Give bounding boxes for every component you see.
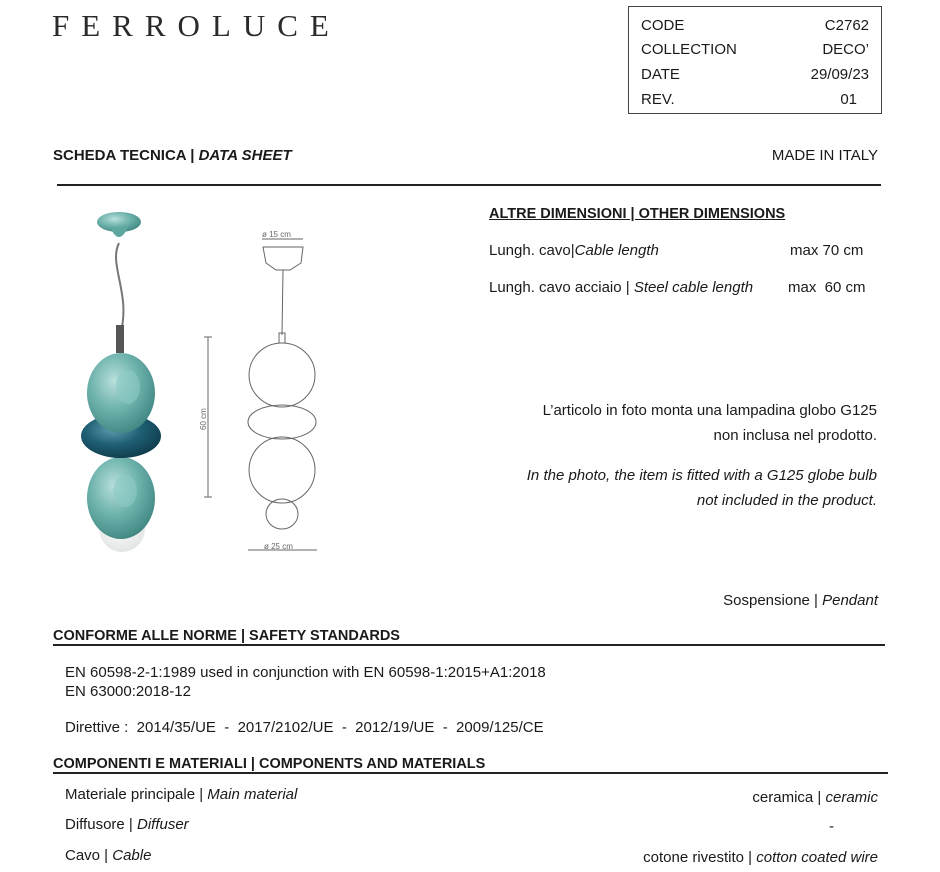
product-photo: [70, 205, 180, 570]
component-label-en: Diffuser: [136, 816, 189, 833]
info-value: C2762: [824, 17, 869, 34]
bottom-dimension-label: ø 25 cm: [264, 542, 293, 551]
safety-line1: EN 60598-2-1:1989 used in conjunction with EN 60598-1:2015+A1:2018: [65, 664, 546, 681]
dimension-value-steel-cable: max 60 cm: [788, 279, 866, 296]
safety-divider: [53, 644, 885, 646]
component-value-diffuser: [829, 818, 834, 835]
made-in-italy: MADE IN ITALY: [771, 147, 878, 164]
dimension-label-steel-cable: [489, 279, 753, 296]
component-value-it: -: [829, 818, 834, 835]
components-divider: [53, 772, 888, 774]
dimension-value-cable: max 70 cm: [790, 242, 864, 259]
type-en: Pendant: [822, 592, 878, 609]
note-en-line1: [527, 467, 877, 484]
note-en-text: not included in the product.: [696, 492, 877, 509]
info-key: CODE: [641, 17, 685, 34]
height-dimension-label: 60 cm: [199, 408, 208, 430]
component-value-cable: [643, 849, 878, 866]
brand-logo: FERROLUCE: [52, 8, 341, 43]
component-label-main-material: [65, 786, 297, 803]
safety-directives: Direttive : 2014/35/UE - 2017/2102/UE - 2012/19/UE - 2009/125/CE: [65, 719, 544, 736]
info-box: [628, 6, 882, 114]
dimension-label-cable: [489, 242, 659, 259]
component-value-en: ceramic: [825, 789, 878, 806]
note-it-line1: L’articolo in foto monta una lampadina globo G125: [542, 402, 877, 419]
component-label-diffuser: [65, 816, 189, 833]
component-value-it: cotone rivestito |: [643, 849, 757, 866]
info-value: DECO’: [822, 41, 869, 58]
component-value-main-material: [752, 789, 878, 806]
dimension-label-it: Lungh. cavo|: [489, 242, 575, 259]
info-value: 01: [840, 91, 857, 108]
dimension-label-en: Cable length: [574, 242, 659, 259]
dimension-label-it: Lungh. cavo acciaio |: [489, 279, 634, 296]
component-value-it: ceramica |: [752, 789, 826, 806]
safety-line2: EN 63000:2018-12: [65, 683, 191, 700]
dimension-label-en: Steel cable length: [633, 279, 754, 296]
cable: [116, 243, 123, 335]
note-it-line2: non inclusa nel prodotto.: [713, 427, 877, 444]
component-label-it: Materiale principale |: [65, 786, 208, 803]
type-it: Sospensione |: [723, 592, 823, 609]
component-label-en: Main material: [207, 786, 298, 803]
component-value-en: cotton coated wire: [756, 849, 878, 866]
component-label-it: Cavo |: [65, 847, 113, 864]
info-value: 29/09/23: [810, 66, 869, 83]
info-row-code: [641, 17, 869, 39]
technical-drawing: [200, 225, 330, 560]
sheet-title: [53, 147, 292, 164]
info-row-rev: [641, 91, 869, 113]
sheet-title-en: DATA SHEET: [198, 147, 292, 164]
sheet-title-it: SCHEDA TECNICA |: [53, 147, 199, 164]
info-row-date: [641, 66, 869, 88]
safety-title: CONFORME ALLE NORME | SAFETY STANDARDS: [53, 628, 400, 644]
component-label-it: Diffusore |: [65, 816, 137, 833]
info-key: COLLECTION: [641, 41, 737, 58]
other-dimensions-title: ALTRE DIMENSIONI | OTHER DIMENSIONS: [489, 206, 786, 222]
info-key: REV.: [641, 91, 675, 108]
note-en-line2: [697, 492, 877, 509]
component-label-en: Cable: [112, 847, 152, 864]
components-title: COMPONENTI E MATERIALI | COMPONENTS AND MATERIALS: [53, 756, 486, 772]
note-en-text: In the photo, the item is fitted with a G125 globe bulb: [526, 467, 877, 484]
top-dimension-label: ø 15 cm: [262, 230, 291, 239]
header-divider: [57, 184, 881, 186]
component-label-cable: [65, 847, 151, 864]
info-key: DATE: [641, 66, 680, 83]
product-type: [723, 592, 878, 609]
info-row-collection: [641, 41, 869, 63]
